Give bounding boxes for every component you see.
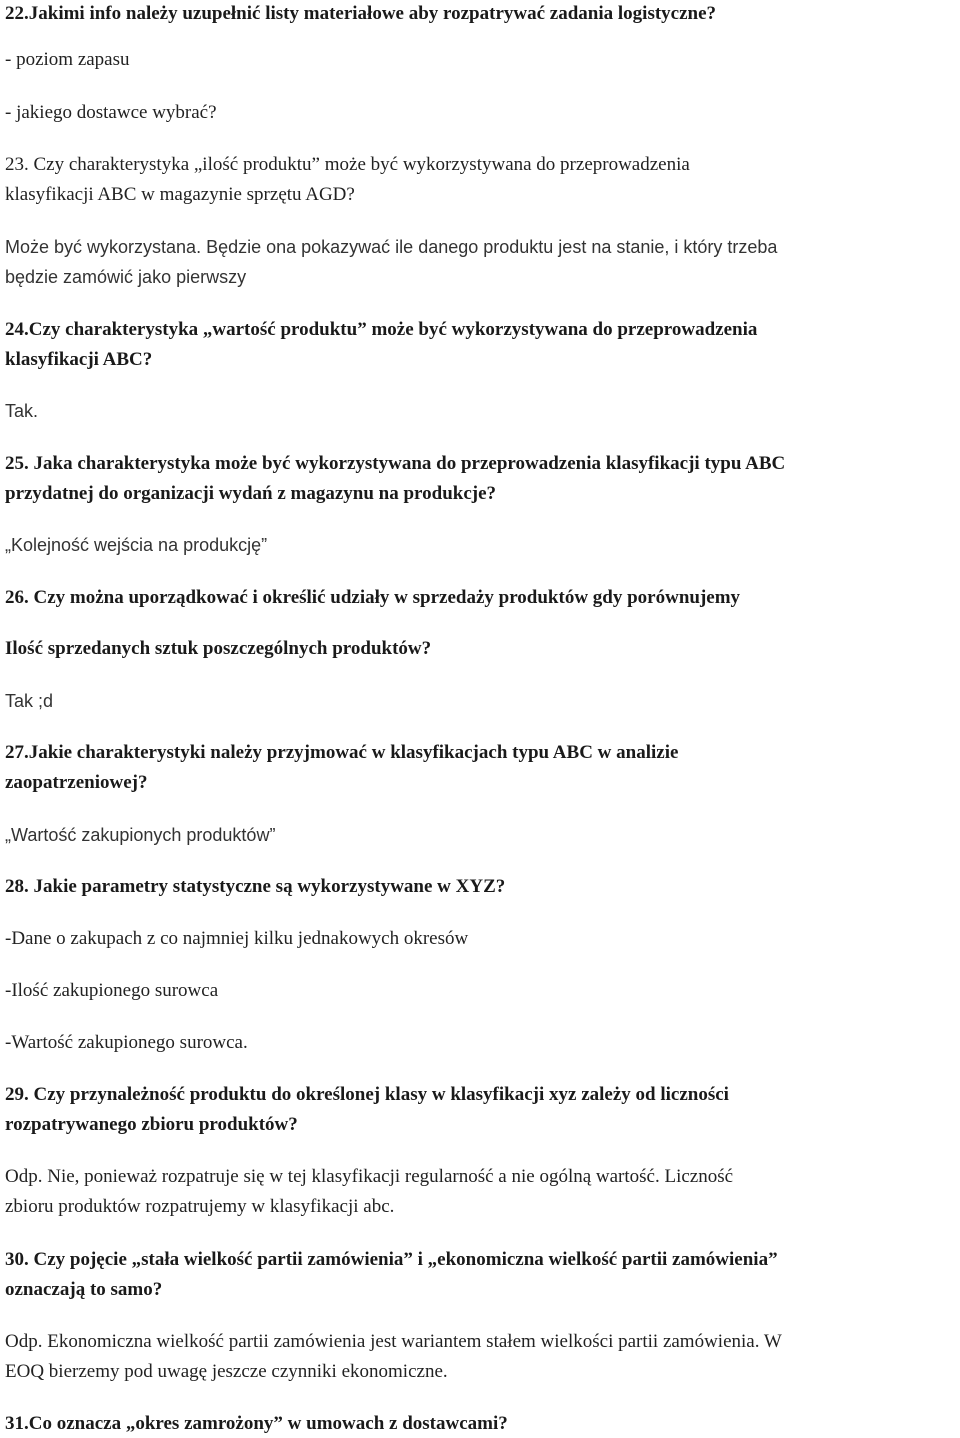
question-27-cont: zaopatrzeniowej?	[5, 772, 148, 793]
question-27: 27.Jakie charakterystyki należy przyjmować w klasyfikacjach typu ABC w analizie	[5, 742, 679, 763]
answer-line: Odp. Ekonomiczna wielkość partii zamówienia jest wariantem stałem wielkości partii zamówienia. W	[5, 1331, 782, 1352]
answer-line: -Wartość zakupionego surowca.	[5, 1032, 248, 1053]
question-24: 24.Czy charakterystyka „wartość produktu” może być wykorzystywana do przeprowadzenia	[5, 319, 758, 340]
answer-line: Może być wykorzystana. Będzie ona pokazywać ile danego produktu jest na stanie, i który trzeba	[5, 237, 778, 257]
question-29: 29. Czy przynależność produktu do określonej klasy w klasyfikacji xyz zależy od liczności	[5, 1084, 729, 1105]
answer-line: Tak.	[5, 401, 39, 421]
answer-line: Odp. Nie, ponieważ rozpatruje się w tej klasyfikacji regularność a nie ogólną wartość. Liczność	[5, 1166, 734, 1187]
answer-line: -Ilość zakupionego surowca	[5, 980, 219, 1001]
answer-line: - poziom zapasu	[5, 49, 130, 70]
question-26-cont: Ilość sprzedanych sztuk poszczególnych produktów?	[5, 638, 432, 659]
answer-line: Tak ;d	[5, 691, 54, 711]
answer-line: „Wartość zakupionych produktów”	[5, 825, 276, 845]
question-29-cont: rozpatrywanego zbioru produktów?	[5, 1114, 298, 1135]
answer-line: zbioru produktów rozpatrujemy w klasyfikacji abc.	[5, 1196, 395, 1217]
question-28: 28. Jakie parametry statystyczne są wykorzystywane w XYZ?	[5, 876, 506, 897]
answer-line: „Kolejność wejścia na produkcję”	[5, 535, 268, 555]
question-23: 23. Czy charakterystyka „ilość produktu” może być wykorzystywana do przeprowadzenia	[5, 154, 690, 175]
answer-line: - jakiego dostawce wybrać?	[5, 102, 217, 123]
question-30: 30. Czy pojęcie „stała wielkość partii zamówienia” i „ekonomiczna wielkość partii zamówienia”	[5, 1249, 778, 1270]
question-23-cont: klasyfikacji ABC w magazynie sprzętu AGD?	[5, 184, 355, 205]
question-26: 26. Czy można uporządkować i określić udziały w sprzedaży produktów gdy porównujemy	[5, 587, 741, 608]
question-30-cont: oznaczają to samo?	[5, 1279, 163, 1300]
answer-line: EOQ bierzemy pod uwagę jeszcze czynniki ekonomiczne.	[5, 1361, 448, 1382]
question-25-cont: przydatnej do organizacji wydań z magazynu na produkcje?	[5, 483, 497, 504]
answer-line: będzie zamówić jako pierwszy	[5, 267, 247, 287]
question-25: 25. Jaka charakterystyka może być wykorzystywana do przeprowadzenia klasyfikacji typu ABC	[5, 453, 786, 474]
question-22: 22.Jakimi info należy uzupełnić listy materiałowe aby rozpatrywać zadania logistyczne?	[5, 3, 717, 24]
question-24-cont: klasyfikacji ABC?	[5, 349, 153, 370]
answer-line: -Dane o zakupach z co najmniej kilku jednakowych okresów	[5, 928, 469, 949]
question-31: 31.Co oznacza „okres zamrożony” w umowach z dostawcami?	[5, 1413, 508, 1434]
